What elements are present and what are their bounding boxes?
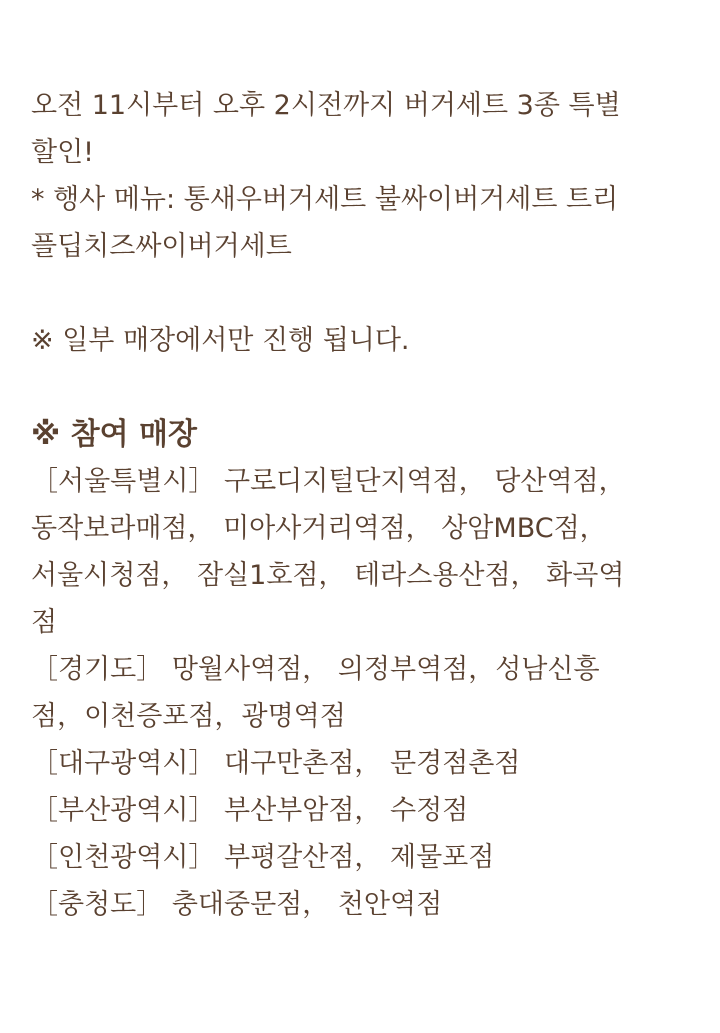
promo-document [31,82,696,928]
store-list-line: 서울시청점， 잠실1호점， 테라스용산점， 화곡역 [31,560,625,591]
store-list-line: 점，이천증포점，광명역점 [31,701,346,732]
store-list [31,458,696,928]
spacer [31,270,696,317]
event-menu-line: * 행사 메뉴: 통새우버거세트 불싸이버거세트 트리 [31,184,619,215]
promo-line: 오전 11시부터 오후 2시전까지 버거세트 3종 특별 [31,90,621,121]
promo-description [31,82,696,270]
store-list-line: 동작보라매점， 미아사거리역점， 상암MBC점， [31,513,607,544]
store-list-line: ［서울특별시］ 구로디지털단지역점， 당산역점， [31,466,626,497]
spacer [31,364,696,411]
participating-stores-heading: ※ 참여 매장 [31,417,197,452]
store-list-line: ［충청도］ 충대중문점， 천안역점 [31,889,443,920]
event-menu-line: 플딥치즈싸이버거세트 [31,231,292,262]
store-list-line: ［인천광역시］ 부평갈산점， 제물포점 [31,842,495,873]
promo-line: 할인! [31,137,94,168]
store-list-line: ［대구광역시］ 대구만촌점， 문경점촌점 [31,748,521,779]
store-list-line: 점 [31,607,58,638]
notice-text: ※ 일부 매장에서만 진행 됩니다. [31,325,410,356]
store-list-line: ［경기도］ 망월사역점， 의정부역점，성남신흥 [31,654,600,685]
store-list-line: ［부산광역시］ 부산부암점， 수정점 [31,795,469,826]
